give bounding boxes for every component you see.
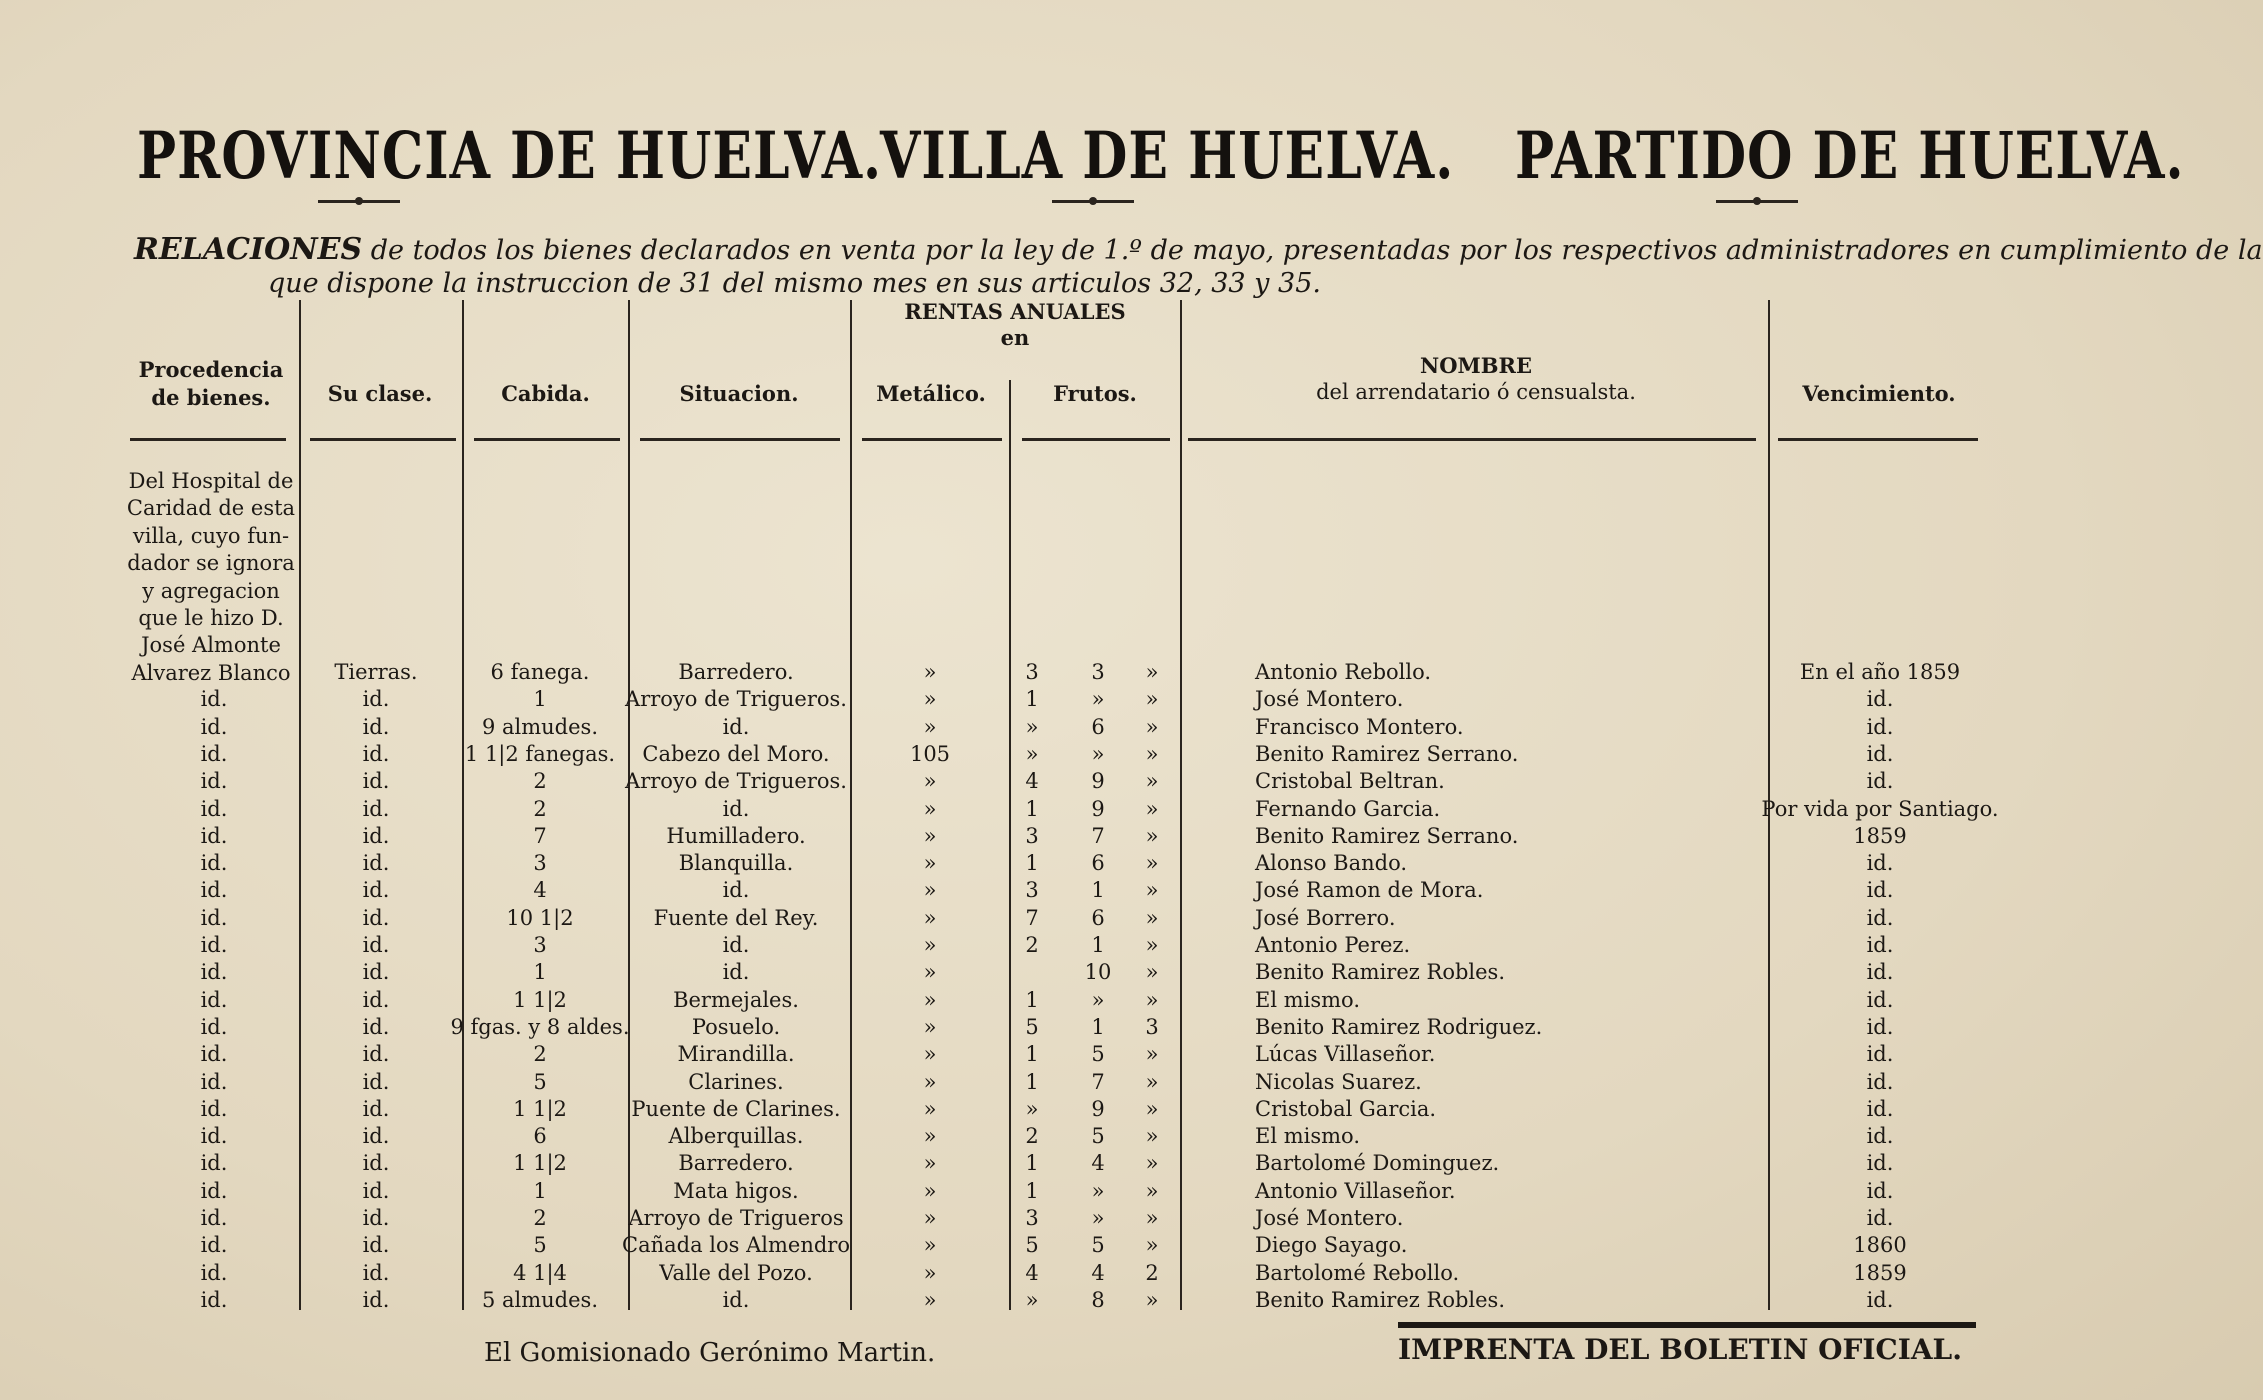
- cell-frutos-1: 1: [1025, 1042, 1039, 1067]
- cell-nombre: Nicolas Suarez.: [1255, 1069, 1422, 1094]
- cell-frutos-3: »: [1145, 905, 1159, 930]
- cell-frutos-2: 9: [1091, 1096, 1105, 1121]
- header-rule: [130, 438, 286, 441]
- cell-frutos-3: »: [1145, 1151, 1159, 1176]
- cell-procedencia: id.: [200, 1014, 228, 1039]
- intro-line-1: [134, 232, 2263, 267]
- cell-metalico: »: [923, 1069, 937, 1094]
- cell-situacion: Arroyo de Trigueros.: [625, 769, 847, 794]
- cell-frutos-3: »: [1145, 1096, 1159, 1121]
- cell-frutos-3: »: [1145, 1178, 1159, 1203]
- cell-vencimiento: id.: [1866, 960, 1894, 985]
- cell-procedencia: id.: [200, 905, 228, 930]
- cell-cabida: 3: [533, 851, 547, 876]
- cell-clase: id.: [362, 1206, 390, 1230]
- procedencia-text: [126, 468, 296, 687]
- cell-frutos-2: 5: [1091, 1124, 1105, 1149]
- cell-vencimiento: 1859: [1853, 823, 1907, 848]
- cell-frutos-2: 10: [1084, 960, 1112, 985]
- cell-situacion: Mata higos.: [673, 1178, 799, 1203]
- cell-situacion: id.: [722, 933, 750, 957]
- cell-metalico: »: [923, 987, 937, 1012]
- cell-clase: id.: [362, 769, 390, 794]
- cell-procedencia: id.: [200, 851, 228, 876]
- cell-situacion: Cañada los Almendro: [622, 1233, 850, 1258]
- cell-frutos-1: 1: [1025, 1178, 1039, 1203]
- cell-nombre: Benito Ramirez Robles.: [1255, 1287, 1506, 1312]
- cell-metalico: »: [923, 1151, 937, 1176]
- cell-frutos-3: »: [1145, 1069, 1159, 1094]
- cell-vencimiento: id.: [1866, 1096, 1894, 1121]
- cell-frutos-1: 3: [1025, 660, 1039, 684]
- cell-cabida: 1 1|2: [513, 1151, 567, 1176]
- header-nombre-sub: del arrendatario ó censualsta.: [1316, 380, 1636, 404]
- procedencia-line: Alvarez Blanco: [131, 660, 291, 685]
- cell-vencimiento: Por vida por Santiago.: [1761, 796, 1999, 821]
- cell-cabida: 9 fgas. y 8 aldes.: [450, 1014, 630, 1039]
- cell-clase: id.: [362, 987, 390, 1012]
- cell-frutos-3: »: [1145, 878, 1159, 903]
- cell-frutos-3: »: [1145, 823, 1159, 848]
- header-rule: [1188, 438, 1756, 441]
- cell-metalico: »: [923, 1206, 937, 1230]
- cell-vencimiento: id.: [1866, 1014, 1894, 1039]
- procedencia-line: Caridad de esta: [126, 496, 296, 521]
- cell-frutos-3: »: [1145, 714, 1159, 739]
- cell-frutos-3: »: [1145, 660, 1159, 684]
- cell-vencimiento: id.: [1866, 1178, 1894, 1203]
- cell-frutos-2: 5: [1091, 1042, 1105, 1067]
- cell-situacion: Fuente del Rey.: [653, 905, 819, 930]
- column-divider: [628, 300, 630, 1310]
- cell-metalico: »: [923, 905, 937, 930]
- cell-frutos-1: 3: [1025, 1206, 1039, 1230]
- cell-vencimiento: id.: [1866, 1287, 1894, 1312]
- cell-clase: id.: [362, 1151, 390, 1176]
- cell-metalico: »: [923, 769, 937, 794]
- cell-frutos-3: »: [1145, 1287, 1159, 1312]
- cell-metalico: »: [923, 1260, 937, 1285]
- cell-metalico: »: [923, 796, 937, 821]
- column-divider: [1180, 300, 1182, 1310]
- cell-metalico: »: [923, 1014, 937, 1039]
- cell-nombre: Benito Ramirez Robles.: [1255, 960, 1506, 985]
- cell-situacion: Cabezo del Moro.: [642, 741, 830, 766]
- cell-nombre: Bartolomé Rebollo.: [1255, 1260, 1460, 1285]
- cell-cabida: 6 fanega.: [490, 660, 590, 684]
- cell-nombre: Fernando Garcia.: [1255, 796, 1441, 821]
- cell-clase: id.: [362, 933, 390, 957]
- procedencia-line: villa, cuyo fun-: [132, 523, 290, 548]
- procedencia-line: Del Hospital de: [128, 469, 294, 493]
- cell-cabida: 4: [533, 878, 547, 903]
- cell-nombre: Antonio Perez.: [1255, 933, 1411, 957]
- cell-nombre: Cristobal Garcia.: [1255, 1096, 1437, 1121]
- cell-metalico: »: [923, 714, 937, 739]
- cell-procedencia: id.: [200, 1096, 228, 1121]
- intro-line-2: que dispone la instruccion de 31 del mismo mes en sus articulos 32, 33 y 35.: [268, 268, 1321, 299]
- cell-frutos-2: 9: [1091, 796, 1105, 821]
- cell-metalico: »: [923, 1233, 937, 1258]
- cell-clase: id.: [362, 796, 390, 821]
- cell-clase: id.: [362, 823, 390, 848]
- cell-metalico: »: [923, 1042, 937, 1067]
- cell-frutos-3: 2: [1145, 1260, 1159, 1285]
- cell-procedencia: id.: [200, 1124, 228, 1149]
- cell-metalico: »: [923, 878, 937, 903]
- title-ornament-right: [1716, 200, 1798, 203]
- cell-frutos-2: 3: [1091, 660, 1105, 684]
- cell-situacion: id.: [722, 796, 750, 821]
- cell-frutos-1: 4: [1025, 1260, 1039, 1285]
- cell-frutos-1: »: [1025, 714, 1039, 739]
- cell-frutos-1: 1: [1025, 851, 1039, 876]
- cell-cabida: 2: [533, 769, 547, 794]
- province-title: PROVINCIA DE HUELVA.: [137, 118, 883, 195]
- cell-vencimiento: id.: [1866, 714, 1894, 739]
- cell-procedencia: id.: [200, 741, 228, 766]
- cell-frutos-2: 6: [1091, 905, 1105, 930]
- cell-clase: id.: [362, 1014, 390, 1039]
- header-clase: Su clase.: [327, 381, 433, 406]
- cell-procedencia: id.: [200, 769, 228, 794]
- title-ornament-left: [318, 200, 400, 203]
- cell-nombre: El mismo.: [1255, 1124, 1360, 1149]
- cell-frutos-3: 3: [1145, 1014, 1159, 1039]
- cell-clase: id.: [362, 905, 390, 930]
- cell-vencimiento: id.: [1866, 1042, 1894, 1067]
- cell-situacion: id.: [722, 1287, 750, 1312]
- cell-frutos-3: »: [1145, 1124, 1159, 1149]
- cell-frutos-3: »: [1145, 1206, 1159, 1230]
- header-cabida: Cabida.: [501, 381, 590, 406]
- cell-vencimiento: id.: [1866, 769, 1894, 794]
- column-divider: [299, 300, 301, 1310]
- header-frutos: Frutos.: [1053, 381, 1137, 406]
- cell-clase: Tierras.: [334, 660, 418, 684]
- cell-clase: id.: [362, 1096, 390, 1121]
- cell-metalico: »: [923, 1096, 937, 1121]
- cell-situacion: Blanquilla.: [678, 851, 794, 876]
- cell-nombre: Cristobal Beltran.: [1255, 769, 1445, 794]
- cell-situacion: Valle del Pozo.: [659, 1260, 813, 1285]
- cell-nombre: José Borrero.: [1255, 905, 1396, 930]
- cell-clase: id.: [362, 1287, 390, 1312]
- cell-procedencia: id.: [200, 1178, 228, 1203]
- cell-vencimiento: En el año 1859: [1799, 660, 1961, 684]
- cell-nombre: Lúcas Villaseñor.: [1255, 1042, 1436, 1067]
- cell-frutos-1: 2: [1025, 933, 1039, 957]
- cell-nombre: José Montero.: [1255, 1206, 1404, 1230]
- cell-frutos-2: 4: [1091, 1151, 1105, 1176]
- header-rule: [640, 438, 840, 441]
- cell-frutos-1: 7: [1025, 905, 1039, 930]
- cell-frutos-1: 1: [1025, 1151, 1039, 1176]
- cell-cabida: 2: [533, 1042, 547, 1067]
- cell-procedencia: id.: [200, 1042, 228, 1067]
- cell-procedencia: id.: [200, 987, 228, 1012]
- cell-frutos-1: »: [1025, 741, 1039, 766]
- cell-nombre: Antonio Rebollo.: [1255, 660, 1432, 684]
- cell-frutos-2: »: [1091, 1178, 1105, 1203]
- cell-frutos-2: »: [1091, 741, 1105, 766]
- header-rule: [862, 438, 1002, 441]
- cell-clase: id.: [362, 687, 390, 712]
- cell-metalico: »: [923, 933, 937, 957]
- cell-frutos-1: 1: [1025, 987, 1039, 1012]
- cell-cabida: 5: [533, 1069, 547, 1094]
- cell-cabida: 4 1|4: [513, 1260, 567, 1285]
- cell-vencimiento: id.: [1866, 687, 1894, 712]
- cell-situacion: Barredero.: [678, 660, 794, 684]
- cell-metalico: »: [923, 687, 937, 712]
- cell-vencimiento: id.: [1866, 933, 1894, 957]
- cell-frutos-1: 1: [1025, 1069, 1039, 1094]
- header-vencimiento: Vencimiento.: [1802, 381, 1956, 406]
- cell-procedencia: id.: [200, 960, 228, 985]
- cell-frutos-3: »: [1145, 933, 1159, 957]
- cell-cabida: 7: [533, 823, 547, 848]
- cell-vencimiento: id.: [1866, 1151, 1894, 1176]
- cell-vencimiento: id.: [1866, 987, 1894, 1012]
- cell-procedencia: id.: [200, 1287, 228, 1312]
- header-rule: [1022, 438, 1170, 441]
- cell-nombre: Francisco Montero.: [1255, 714, 1464, 739]
- cell-frutos-1: 3: [1025, 823, 1039, 848]
- cell-frutos-3: »: [1145, 987, 1159, 1012]
- cell-cabida: 1: [533, 687, 547, 712]
- cell-frutos-1: 5: [1025, 1233, 1039, 1258]
- cell-situacion: Alberquillas.: [668, 1124, 804, 1149]
- intro-lead: RELACIONES: [134, 232, 363, 267]
- cell-frutos-2: 9: [1091, 769, 1105, 794]
- cell-procedencia: id.: [200, 687, 228, 712]
- cell-vencimiento: id.: [1866, 851, 1894, 876]
- cell-frutos-3: »: [1145, 687, 1159, 712]
- cell-nombre: Benito Ramirez Rodriguez.: [1255, 1014, 1543, 1039]
- cell-cabida: 1 1|2: [513, 1096, 567, 1121]
- cell-clase: id.: [362, 851, 390, 876]
- cell-situacion: Mirandilla.: [677, 1042, 795, 1067]
- cell-cabida: 1 1|2 fanegas.: [464, 741, 616, 766]
- header-procedencia: Procedencia de bienes.: [138, 357, 284, 410]
- cell-frutos-1: 1: [1025, 687, 1039, 712]
- cell-frutos-1: 2: [1025, 1124, 1039, 1149]
- cell-cabida: 2: [533, 796, 547, 821]
- cell-frutos-3: »: [1145, 1042, 1159, 1067]
- cell-situacion: Puente de Clarines.: [631, 1096, 841, 1121]
- cell-metalico: 105: [909, 741, 951, 766]
- cell-situacion: id.: [722, 960, 750, 985]
- column-divider: [462, 300, 464, 1310]
- cell-cabida: 5 almudes.: [481, 1287, 599, 1312]
- cell-situacion: Humilladero.: [666, 823, 806, 848]
- procedencia-line: y agregacion: [142, 578, 280, 603]
- printer-imprint: IMPRENTA DEL BOLETIN OFICIAL.: [1398, 1333, 1962, 1366]
- procedencia-line: que le hizo D.: [138, 606, 284, 631]
- cell-nombre: Bartolomé Dominguez.: [1255, 1151, 1500, 1176]
- cell-procedencia: id.: [200, 1206, 228, 1230]
- cell-cabida: 10 1|2: [506, 905, 574, 930]
- cell-procedencia: id.: [200, 796, 228, 821]
- town-title: VILLA DE HUELVA.: [880, 118, 1455, 195]
- cell-frutos-3: »: [1145, 769, 1159, 794]
- cell-frutos-2: »: [1091, 987, 1105, 1012]
- cell-metalico: »: [923, 1287, 937, 1312]
- cell-procedencia: id.: [200, 1260, 228, 1285]
- cell-frutos-1: 4: [1025, 769, 1039, 794]
- cell-frutos-1: 3: [1025, 878, 1039, 903]
- cell-frutos-2: 5: [1091, 1233, 1105, 1258]
- intro-line-1-rest: de todos los bienes declarados en venta por la ley de 1.º de mayo, presentadas por los respectivos administradores en cumplimiento de la: [362, 235, 2263, 266]
- cell-situacion: id.: [722, 714, 750, 739]
- header-rule: [474, 438, 620, 441]
- cell-clase: id.: [362, 878, 390, 903]
- cell-vencimiento: id.: [1866, 1124, 1894, 1149]
- cell-frutos-1: 5: [1025, 1014, 1039, 1039]
- cell-situacion: Clarines.: [688, 1069, 784, 1094]
- cell-vencimiento: id.: [1866, 878, 1894, 903]
- header-rule: [310, 438, 456, 441]
- cell-vencimiento: 1860: [1853, 1233, 1907, 1258]
- cell-frutos-2: »: [1091, 1206, 1105, 1230]
- cell-frutos-1: »: [1025, 1287, 1039, 1312]
- cell-cabida: 5: [533, 1233, 547, 1258]
- cell-vencimiento: 1859: [1853, 1260, 1907, 1285]
- cell-vencimiento: id.: [1866, 741, 1894, 766]
- cell-frutos-2: 6: [1091, 714, 1105, 739]
- cell-procedencia: id.: [200, 933, 228, 957]
- cell-metalico: »: [923, 851, 937, 876]
- cell-frutos-2: 1: [1091, 933, 1105, 957]
- cell-situacion: Arroyo de Trigueros.: [625, 687, 847, 712]
- cell-cabida: 9 almudes.: [481, 714, 599, 739]
- cell-cabida: 6: [533, 1124, 547, 1149]
- cell-clase: id.: [362, 960, 390, 985]
- cell-frutos-1: »: [1025, 1096, 1039, 1121]
- cell-frutos-2: »: [1091, 687, 1105, 712]
- cell-frutos-2: 7: [1091, 823, 1105, 848]
- cell-procedencia: id.: [200, 1233, 228, 1258]
- cell-frutos-3: »: [1145, 741, 1159, 766]
- cell-frutos-2: 6: [1091, 851, 1105, 876]
- cell-procedencia: id.: [200, 823, 228, 848]
- cell-clase: id.: [362, 1178, 390, 1203]
- cell-clase: id.: [362, 741, 390, 766]
- column-divider: [850, 300, 852, 1310]
- cell-frutos-3: »: [1145, 796, 1159, 821]
- cell-cabida: 1: [533, 960, 547, 985]
- cell-frutos-2: 8: [1091, 1287, 1105, 1312]
- cell-frutos-3: »: [1145, 851, 1159, 876]
- cell-frutos-2: 1: [1091, 878, 1105, 903]
- cell-cabida: 3: [533, 933, 547, 957]
- cell-frutos-3: »: [1145, 1233, 1159, 1258]
- header-situacion: Situacion.: [679, 381, 799, 406]
- cell-metalico: »: [923, 960, 937, 985]
- cell-procedencia: id.: [200, 1069, 228, 1094]
- cell-nombre: Antonio Villaseñor.: [1255, 1178, 1456, 1203]
- procedencia-line: dador se ignora: [127, 551, 295, 576]
- cell-nombre: Benito Ramirez Serrano.: [1255, 823, 1519, 848]
- cell-nombre: El mismo.: [1255, 987, 1360, 1012]
- cell-nombre: José Ramon de Mora.: [1255, 878, 1484, 903]
- cell-vencimiento: id.: [1866, 1206, 1894, 1230]
- cell-clase: id.: [362, 1124, 390, 1149]
- cell-clase: id.: [362, 714, 390, 739]
- column-divider: [1009, 380, 1011, 1310]
- header-rule: [1778, 438, 1978, 441]
- header-nombre: NOMBRE: [1420, 353, 1532, 378]
- cell-frutos-3: »: [1145, 960, 1159, 985]
- cell-nombre: Alonso Bando.: [1255, 851, 1408, 876]
- cell-situacion: Bermejales.: [673, 987, 799, 1012]
- title-ornament-center: [1052, 200, 1134, 203]
- cell-situacion: Arroyo de Trigueros: [628, 1206, 844, 1230]
- cell-clase: id.: [362, 1233, 390, 1258]
- cell-metalico: »: [923, 1178, 937, 1203]
- cell-metalico: »: [923, 823, 937, 848]
- header-rentas: RENTAS ANUALES: [904, 299, 1126, 324]
- cell-vencimiento: id.: [1866, 1069, 1894, 1094]
- commissioner-signature: El Gomisionado Gerónimo Martin.: [484, 1338, 936, 1368]
- cell-procedencia: id.: [200, 878, 228, 903]
- cell-procedencia: id.: [200, 1151, 228, 1176]
- cell-vencimiento: id.: [1866, 905, 1894, 930]
- cell-clase: id.: [362, 1069, 390, 1094]
- cell-situacion: Barredero.: [678, 1151, 794, 1176]
- cell-clase: id.: [362, 1042, 390, 1067]
- cell-situacion: Posuelo.: [691, 1014, 781, 1039]
- cell-situacion: id.: [722, 878, 750, 903]
- district-title: PARTIDO DE HUELVA.: [1515, 118, 2185, 195]
- cell-frutos-1: 1: [1025, 796, 1039, 821]
- cell-cabida: 1: [533, 1178, 547, 1203]
- cell-cabida: 2: [533, 1206, 547, 1230]
- header-metalico: Metálico.: [876, 381, 986, 406]
- cell-frutos-2: 1: [1091, 1014, 1105, 1039]
- cell-frutos-2: 7: [1091, 1069, 1105, 1094]
- cell-nombre: José Montero.: [1255, 687, 1404, 712]
- cell-nombre: Diego Sayago.: [1255, 1233, 1408, 1258]
- cell-frutos-2: 4: [1091, 1260, 1105, 1285]
- cell-procedencia: id.: [200, 714, 228, 739]
- cell-nombre: Benito Ramirez Serrano.: [1255, 741, 1519, 766]
- cell-clase: id.: [362, 1260, 390, 1285]
- procedencia-line: José Almonte: [141, 633, 281, 658]
- cell-metalico: »: [923, 660, 937, 684]
- header-rentas-en: en: [1000, 325, 1030, 350]
- cell-metalico: »: [923, 1124, 937, 1149]
- cell-cabida: 1 1|2: [513, 987, 567, 1012]
- imprint-rule: [1398, 1322, 1976, 1328]
